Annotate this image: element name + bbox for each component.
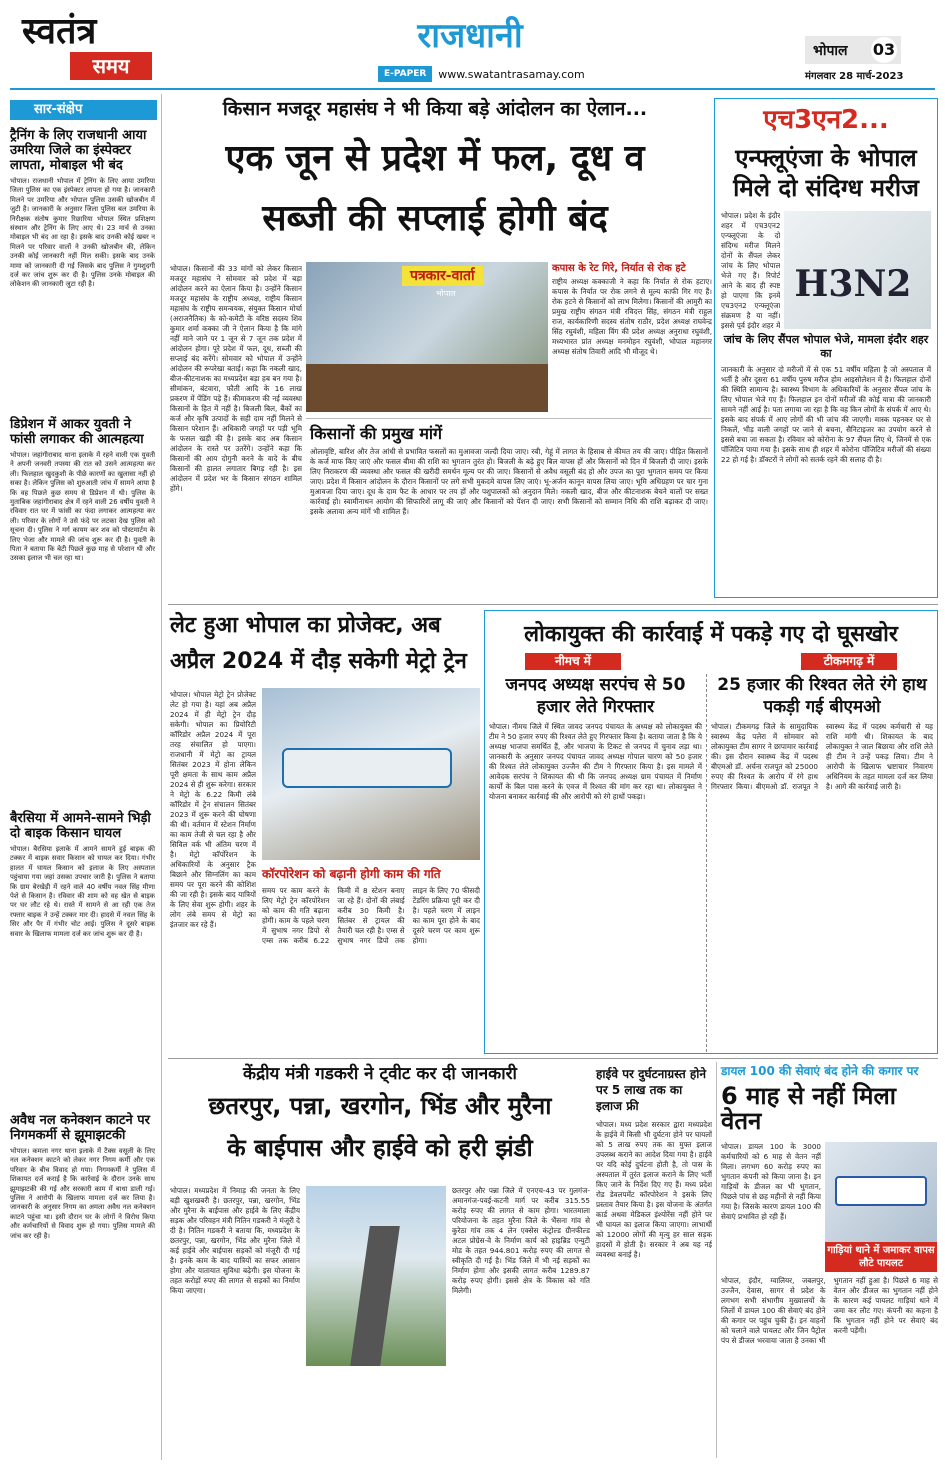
left-text: भोपाल। नीमच जिले में स्थित जावद जनपद पंचायत के अध्यक्ष को लोकायुक्त की टीम ने 50 हजार रुपए की रिश्वत लेते हुए गिरफ्तार किया है। बताया जाता है कि ये अध्यक्ष भाजपा समर्थित हैं, और भाजपा के टिकट से जनपद में चुनाव लड़ा था। जानकारी के अनुसार जनपद पंचायत जावद अध्यक्ष गोपाल चारण को 50 हजार की रिश्वत लेते लोकायुक्त उज्जैन की टीम ने गिरफ्तार किया है। इस मामले में आवेदक सरपंच ने शिकायत की थी कि जनपद अध्यक्ष ग्राम पंचायत में निर्माण कार्यों के बिल पास करने के एवज में रिश्वत की मांग कर रहा था। लोकायुक्त ने योजना बनाकर कार्रवाई की और आरोपी को रंगे हाथों पकड़ा। — [489, 722, 702, 801]
masthead-rule — [10, 88, 935, 90]
lead-headline-2: सब्जी की सप्लाई होगी बंद — [262, 198, 608, 239]
sidebar-item-text: भोपाल। जहांगीराबाद थाना इलाके में रहने वाली एक युवती ने अपनी जनवरी तपस्या की रात को उसने आत्महत्या कर ली। फिलहाल खुदकुशी के पीछे कारणों का खुलासा नहीं हो सका है। लेकिन पुलिस को शुरुआती जांच में सामने आया है कि वह पिछले कुछ समय से डिप्रेशन में थी। पुलिस के मुताबिक जहांगीराबाद क्षेत्र में रहने वाली 26 वर्षीय युवती ने रविवार रात घर में फांसी का फंदा लगाकर आत्महत्या कर ली। परिवार के लोगों ने उसे फंदे पर लटका देख पुलिस को सूचना दी। पुलिस ने मर्ग कायम कर शव को पोस्टमार्टम के लिए भेजा और मामले की जांच शुरू कर दी है। युवती के पिता ने बताया कि बेटी पिछले कुछ माह से परेशान थी और उसका इलाज भी चल रहा था। — [10, 451, 155, 563]
lead-kicker: किसान मजदूर महासंघ ने भी किया बड़े आंदोलन का ऐलान... — [222, 98, 648, 120]
tag-tikamgarh: टीकमगढ़ में — [801, 653, 897, 670]
police-van-shape — [835, 1176, 927, 1206]
highway-kicker: केंद्रीय मंत्री गडकरी ने ट्वीट कर दी जानकारी — [243, 1064, 517, 1084]
cotton-text: राष्ट्रीय अध्यक्ष कक्काजी ने कहा कि निर्यात से रोक हटाए। कपास के निर्यात पर रोक लगने से मूल्य काफी गिर गए हैं। रोक हटने से किसानों को लाभ मिलेगा। किसानों की आमुरी का प्रमुख राष्ट्रीय संगठन मंत्री रविदत्त सिंह, संगठन मंत्री राहुल राज, कार्यकारिणी सदस्य संतोष राठौर, प्रदेश अध्यक्ष राघवेन्द्र सिंह रघुवंशी, महिला विंग की प्रदेश अध्यक्ष अनुराधा रघुवंशी, मध्यभारत प्रांत अध्यक्ष मनमोहन रघुवंशी, भोपाल महानगर अध्यक्ष संतोष तिवारी आदि भी मौजूद थे। — [552, 277, 712, 356]
epaper-label: E-PAPER — [378, 66, 432, 82]
sidebar — [10, 94, 162, 1460]
metro-subbox — [262, 866, 480, 1050]
h3n2-box — [714, 98, 938, 598]
divider — [168, 1058, 938, 1059]
highway-text-left: भोपाल। मध्यप्रदेश में निमाड़ की जनता के लिए बड़ी खुशखबरी है। छतरपुर, पन्ना, खरगोन, भिंड और मुरैना के बाईपास और हाईवे के लिए केंद्रीय सड़क और परिवहन मंत्री नितिन गडकरी ने मंजूरी दे दी है। नितिन गडकरी ने बताया कि, मध्यप्रदेश के छतरपुर, पन्ना, खरगोन, भिंड और मुरैना जिले में कई हाईवे और बाईपास सड़कों को मंजूरी दी गई है। इनके काम के बाद यात्रियों का सफर आसान होगा और यातायात सुविधा बढ़ेगी। इस योजना के तहत करोड़ों रुपए की लागत से सड़कों का निर्माण किया जाएगा। — [170, 1186, 300, 1295]
press-conference-photo — [306, 262, 548, 412]
h3n2-text-top: भोपाल। प्रदेश के इंदौर शहर में एच3एन2 एन्फ्लूएंजा के दो संदिग्ध मरीज मिलने दोनों के सैंपल लेकर जांच के लिए भोपाल भेजे गए हैं। रिपोर्ट आने के बाद ही स्पष्ट हो पाएगा कि इनमें एच3एन2 एन्फ्लूएंजा संक्रमण है या नहीं। इससे पूर्व इंदौर शहर में — [721, 211, 781, 329]
city-label: भोपाल — [813, 42, 848, 59]
road-shape — [350, 1226, 400, 1366]
logo-top: स्वतंत्र — [22, 10, 97, 52]
metro-headline-2: अप्रैल 2024 में दौड़ सकेगी मेट्रो ट्रेन — [170, 649, 467, 674]
tag-neemuch: नीमच में — [525, 653, 621, 670]
sidebar-title: सार-संक्षेप — [10, 100, 157, 120]
highway-headline-2: के बाईपास और हाईवे को हरी झंडी — [227, 1134, 533, 1162]
demands-box — [306, 418, 712, 598]
divider — [168, 604, 938, 605]
demands-title: किसानों की प्रमुख मांगें — [310, 424, 443, 443]
sidebar-item-text: भोपाल। राजधानी भोपाल में ट्रेनिंग के लिए आया उमरिया जिला पुलिस का एक इंस्पेक्टर लापता हो गया है। जानकारी मिलने पर उमरिया और भोपाल पुलिस उसकी खोजबीन में जुटी है। जानकारी के अनुसार जिला पुलिस बल उमरिया के निरीक्षक संतोष कुमार रिछारिया भोपाल स्थित प्रशिक्षण संस्थान और ट्रेनिंग के लिए आए थे। 23 मार्च से उनका मोबाइल भी बंद आ रहा है। इसके बाद उनकी कोई खबर न मिलने पर परिवार वालों ने उनकी खोजबीन की, लेकिन उनकी कोई जानकारी नहीं मिल सकी। इसके बाद उनके मामा को जानकारी दी गई जिसके बाद पुलिस ने गुमशुदगी दर्ज कर जांच शुरू कर दी है। पुलिस उनके मोबाइल की लोकेशन की जानकारी जुटा रही है। — [10, 177, 155, 289]
dial100-photo-wrap — [825, 1142, 937, 1272]
lead-text: भोपाल। किसानों की 33 मांगों को लेकर किसान मजदूर महासंघ ने सोमवार को प्रदेश में बड़ा आंदोलन करने का ऐलान किया है। उन्होंने किसान मजदूर महासंघ के राष्ट्रीय अध्यक्ष, राष्ट्रीय किसान महासंघ के राष्ट्रीय समन्वयक, संयुक्त किसान मोर्चा (अराजनैतिक) के को-कमेटी के वरिष्ठ सदस्य शिव कुमार शर्मा कक्का जी ने ऐलान किया है कि मांगे नहीं माने जाने पर 1 जून से 7 जून तक प्रदेश में आंदोलन होगा। पूरे प्रदेश में फल, दूध, सब्जी की सप्लाई बंद करेंगे। सोमवार को भोपाल में उन्होंने आंदोलन की रूपरेखा बताई। कहा कि नकली खाद, बीज-कीटनाशक का मध्यप्रदेश बड़ा हब बन गया है। सीमांकन, बंटवारा, फौती आदि के 16 लाख प्रकरण में पेंडिंग पड़े हैं। कीमाकरण की नई व्यवस्था किसानों के हित में नहीं है। बिजली बिल, बैंकों का कर्ज और कृषि उत्पादों के सही दाम नहीं मिलने से किसान परेशान हैं। अधिकारी जगहों पर पड़ी भूमि के फसल खड़ी की है। इसके बाद अब किसान आंदोलन के रास्ते पर उतरेंगे। उन्होंने कहा कि किसानों की आय दोगुनी करने के वादे के बीच किसानों की हालत लगातार बिगड़ रही है। इस आंदोलन में प्रदेश भर के किसान संगठन शामिल होंगे। — [170, 264, 302, 493]
highway-photo — [306, 1186, 446, 1366]
page-number: 03 — [871, 37, 897, 63]
hospital-text: भोपाल। मध्य प्रदेश सरकार द्वारा मध्यप्रदेश के हाईवे में किसी भी दुर्घटना होने पर घायलों को 5 लाख रुपए तक का मुफ्त इलाज उपलब्ध कराने का आदेश दिया गया है। हाईवे पर यदि कोई दुर्घटना होती है, तो पास के अस्पताल में तुरंत इलाज कराने के लिए भर्ती किए जाने के निर्देश दिए गए हैं। मध्य प्रदेश रोड डेवलपमेंट कॉरपोरेशन ने इसके लिए प्रस्ताव तैयार किया है। इस योजना के अंतर्गत कार्ड अथवा मेडिकल इंश्योरेंस नहीं होने पर भी घायल का इलाज किया जाएगा। लाभार्थी को 12000 लोगों की मृत्यु हर साल सड़क हादसों में होती है। सरकार ने अब यह नई व्यवस्था बनाई है। — [596, 1120, 712, 1259]
sidebar-item-head: डिप्रेशन में आकर युवती ने फांसी लगाकर की आत्महत्या — [10, 417, 144, 447]
dial100-text-top: भोपाल। डायल 100 के 3000 कर्मचारियों को 6 माह से वेतन नहीं मिला। लगभग 60 करोड़ रुपए का भुगतान कंपनी को किया जाना है। इन गाड़ियों के डीजल का भी भुगतान, पिछले पांच से छह महीनों से नहीं किया गया है। जिसके कारण डायल 100 की सेवाएं प्रभावित हो रही हैं। — [721, 1142, 821, 1222]
h3n2-top-row — [721, 211, 931, 329]
lokayukt-columns — [485, 674, 937, 1052]
sidebar-item-text: भोपाल। बैरसिया इलाके में आमने सामने हुई बाइक की टक्कर में बाइक सवार किसान को घायल कर दिया। गंभीर हालत में घायल किसान को इलाज के लिए अस्पताल पहुंचाया गया जहां उसका उपचार जारी है। पुलिस ने बताया कि ग्राम बेरखेड़ी में रहने वाले 40 वर्षीय नवल सिंह मीणा पेशे से किसान है। रविवार की शाम को वह खेत से बाइक पर घर लौट रहे थे। रास्ते में सामने से आ रही एक तेज रफ्तार बाइक ने उन्हें टक्कर मार दी। हादसे में नवल सिंह के सिर और पैर में गंभीर चोट आई। पुलिस ने दूसरे बाइक सवार के खिलाफ मामला दर्ज कर जांच शुरू कर दी है। — [10, 845, 155, 938]
photo-location: भोपाल — [436, 289, 456, 298]
h3n2-caption: जांच के लिए सैंपल भोपाल भेजे, मामला इंदौर शहर का — [723, 333, 929, 360]
sidebar-item-head: ट्रैनिंग के लिए राजधानी आया उमरिया जिले का इंस्पेक्टर लापता, मोबाइल भी बंद — [10, 128, 147, 173]
metro-train-shape — [282, 748, 452, 788]
highway-headline-1: छतरपुर, पन्ना, खरगोन, भिंड और मुरैना — [208, 1092, 552, 1120]
metro-photo — [262, 688, 480, 860]
lokayukt-tags — [485, 649, 937, 674]
h3n2-photo-label: H3N2 — [794, 263, 912, 305]
dial100-caption: गाड़ियां थाने में जमाकर वापस लौटे पायलट — [825, 1242, 937, 1272]
lokayukt-headline: लोकायुक्त की कार्रवाई में पकड़े गए दो घूसखोर — [524, 622, 898, 647]
right-text: भोपाल। टीकमगढ़ जिले के सामुदायिक स्वास्थ्य केंद्र पलेरा में सोमवार को लोकायुक्त टीम सागर ने छापामार कार्रवाई की। इस दौरान स्वास्थ्य केंद्र में पदस्थ बीएमओ डॉ. अर्चना राजपूत को 25000 रुपए की रिश्वत के आरोप में रंगे हाथ गिरफ्तार किया। बीएमओ डॉ. राजपूत ने स्वास्थ्य केंद्र में पदस्थ कर्मचारी से यह राशि मांगी थी। शिकायत के बाद लोकायुक्त ने जाल बिछाया और राशि लेते ही टीम ने उन्हें पकड़ लिया। टीम ने आरोपी के खिलाफ भ्रष्टाचार निवारण अधिनियम के तहत मामला दर्ज कर लिया है। आगे की कार्रवाई जारी है। — [711, 722, 933, 791]
lokayukt-right — [707, 674, 937, 1052]
metro-sub-text: समय पर काम करने के लिए मेट्रो ट्रेन कॉरपोरेशन को काम की गति बढ़ाना होगी। काम के पहले चरण में सुभाष नगर डिपो से एम्स तक करीब 6.22 किमी में 8 स्टेशन बनाए जा रहे हैं। दोनों की लंबाई करीब 30 किमी है। सितंबर से ट्रायल की तैयारी चल रही है। एम्स से सुभाष नगर डिपो तक लाइन के लिए 70 फीसदी टेंडरिंग प्रक्रिया पूरी कर दी है। पहले चरण में लाइन का काम पूरा होने के बाद दूसरे चरण पर काम शुरू होगा। — [262, 886, 480, 945]
page-badge — [805, 36, 901, 64]
sidebar-item-head: बैरसिया में आमने-सामने भिड़ी दो बाइक किसान घायल — [10, 811, 151, 841]
h3n2-headline: एन्फ्लूएंजा के भोपाल मिले दो संदिग्ध मरीज — [733, 144, 919, 202]
h3n2-text-bottom: जानकारी के अनुसार दो मरीजों में से एक 51 वर्षीय महिला है जो अस्पताल में भर्ती है और दूसरा 61 वर्षीय पुरुष मरीज होम आइसोलेशन में है। फिलहाल दोनों की स्थिति सामान्य है। स्वास्थ्य विभाग के अधिकारियों के अनुसार सैंपल जांच के लिए भोपाल भेजे गए हैं। फिलहाल इन दोनों मरीजों की कोई यात्रा की जानकारी सामने नहीं आई है। पता लगाया जा रहा है कि वह किन लोगों के संपर्क में आए थे। इसके बाद संपर्क में आए लोगों की भी जांच की जाएगी। मास्क पहनकर घर से निकलें, भीड़ वाली जगहों पर जाने से बचना, सैनिटाइजर का उपयोग करने से इससे बचा जा सकता है। रविवार को कोरोना के 97 सैंपल लिए थे, जिनमें से एक पॉजिटिव पाया गया है। इसके साथ ही शहर में कोरोना पॉजिटिव मरीजों की संख्या 22 हो गई है। डॉक्टरों ने लोगों को सतर्क रहने की सलाह दी है। — [721, 365, 931, 464]
masthead-logo[interactable] — [22, 10, 162, 85]
cotton-head: कपास के रेट गिरे, निर्यात से रोक हटे — [552, 263, 686, 274]
h3n2-photo — [784, 211, 931, 329]
hospital-story — [596, 1066, 712, 1458]
metro-text: भोपाल। भोपाल मेट्रो ट्रेन प्रोजेक्ट लेट हो गया है। यहां अब अप्रैल 2024 में ही मेट्रो ट्रेन दौड़ सकेगी। भोपाल का प्रियोरिटी कॉरिडोर अप्रैल 2024 में पूरा तरह संचालित हो पाएगा। राजधानी में मेट्रो का ट्रायल सितंबर 2023 में होना लेकिन पूरी क्षमता के साथ काम अप्रैल 2024 से ही शुरू करेगा। सरकार ने मेट्रो के 6.22 किमी लंबे कॉरिडोर में ट्रेन संचालन सितंबर 2023 में शुरू करने की घोषणा की थी। वर्तमान में स्टेशन निर्माण का काम तेजी से चल रहा है और सिविल वर्क भी अंतिम चरण में है। मेट्रो कॉर्पोरेशन के अधिकारियों के अनुसार ट्रैक बिछाने और सिग्नलिंग का काम समय पर पूरा करने की कोशिश की जा रही है। इसके बाद यात्रियों के लिए सेवा शुरू होगी। शहर के लोग लंबे समय से मेट्रो का इंतजार कर रहे हैं। — [170, 690, 256, 929]
section-title: राजधानी — [417, 16, 523, 56]
demands-text: ओलावृष्टि, बारिश और तेज आंधी से प्रभावित फसलों का मुआवजा जल्दी दिया जाए। रबी, गेहूं में लागत के हिसाब से कीमत तय की जाए। पीड़ित किसानों के कर्ज माफ किए जाएं और फसल बीमा की राशि का भुगतान तुरंत हो। बिजली के बढ़े हुए बिल वापस हों और किसानों को दिन में बिजली दी जाए। इसके लिए निराकरण की व्यवस्था और फसल की खरीदी समर्थन मूल्य पर की जाए। किसानों से अवैध वसूली बंद हो और उपज का पूरा भुगतान समय पर किया जाए। प्रदेश में किसान आंदोलन के दौरान किसानों पर लगे सभी मुकदमे वापस लिए जाएं। भू-अर्जन कानून वापस लिया जाए। भूमि अधिग्रहण पर चार गुना मुआवजा दिया जाए। दूध के दाम फैट के आधार पर तय हों और पशुपालकों को अनुदान मिले। नकली खाद, बीज और कीटनाशक बेचने वालों पर सख्त कार्रवाई हो। स्वामीनाथन आयोग की सिफारिशें लागू की जाएं और किसानों को पेंशन दी जाए। सभी किसानों को सम्मान निधि की राशि बढ़ाकर दी जाए। इसके अलावा अन्य मांगें भी शामिल हैं। — [310, 447, 708, 516]
issue-date: मंगलवार 28 मार्च-2023 — [805, 71, 904, 82]
left-head: जनपद अध्यक्ष सरपंच से 50 हजार लेते गिरफ्तार — [505, 675, 686, 717]
sidebar-item-head: अवैध नल कनेक्शन काटने पर निगमकर्मी से झूमाझटकी — [10, 1113, 150, 1143]
dial100-top-row — [721, 1142, 938, 1272]
dial100-story — [716, 1062, 938, 1458]
cotton-sidebox — [552, 262, 712, 412]
sidebar-item-text: भोपाल। कमला नगर थाना इलाके में टैक्स वसूली के लिए नल कनेक्शन काटने को लेकर नगर निगम कर्मी और एक परिवार के बीच विवाद हो गया। निगमकर्मी ने पुलिस में शिकायत दर्ज कराई है कि कार्रवाई के दौरान उनके साथ झूमाझटकी की गई और सरकारी काम में बाधा डाली गई। पुलिस ने आरोपी के खिलाफ मामला दर्ज कर लिया है। जानकारी के अनुसार निगम का अमला अवैध नल कनेक्शन काटने पहुंचा था। इसी दौरान घर के लोगों ने विरोध किया और कर्मचारियों से विवाद शुरू हो गया। पुलिस मामले की जांच कर रही है। — [10, 1147, 155, 1240]
lokayukt-left — [485, 674, 707, 1052]
highway-text-right: छतरपुर और पन्ना जिले में एनएच-43 पर गुलगंज-अमानगंज-पवई-कटनी मार्ग पर करीब 315.55 करोड़ रुपए की लागत से काम होगा। भारतमाला परियोजना के तहत मुरैना जिले के भैंसना गांव से कुरेठा गांव तक 4 लेन एक्सेस कंट्रोल्ड ग्रीनफील्ड अटल प्रोग्रेस-वे के निर्माण कार्य को हाइब्रिड एन्युटी मोड के तहत 944.801 करोड़ रुपए की लागत से स्वीकृति दी गई है। भिंड जिले में भी नई सड़कों का निर्माण होगा और इसकी लागत करीब 1289.87 करोड़ रुपए होगी। इससे क्षेत्र के विकास को गति मिलेगी। — [452, 1186, 590, 1295]
metro-headline-1: लेट हुआ भोपाल का प्रोजेक्ट, अब — [170, 613, 441, 638]
lead-headline-1: एक जून से प्रदेश में फल, दूध व — [225, 138, 645, 179]
metro-sub-head: कॉरपोरेशन को बढ़ानी होगी काम की गति — [262, 867, 441, 881]
hospital-headline: हाईवे पर दुर्घटनाग्रस्त होने पर 5 लाख तक का इलाज फ्री — [596, 1067, 706, 1113]
table-shape — [306, 364, 548, 412]
h3n2-kicker: एच3एन2... — [763, 105, 889, 135]
logo-bottom: समय — [70, 52, 152, 80]
epaper-bar — [378, 66, 708, 82]
dial100-photo — [825, 1142, 937, 1242]
right-head: 25 हजार की रिश्वत लेते रंगे हाथ पकड़ी गई बीएमओ — [717, 675, 927, 717]
website-link[interactable]: www.swatantrasamay.com — [438, 67, 585, 81]
dial100-headline: 6 माह से नहीं मिला वेतन — [721, 1082, 896, 1136]
lokayukt-box — [484, 610, 938, 1054]
photo-banner: पत्रकार-वार्ता — [402, 266, 483, 286]
dial100-kicker: डायल 100 की सेवाएं बंद होने की कगार पर — [721, 1064, 919, 1078]
dial100-text-bottom: भोपाल, इंदौर, ग्वालियर, जबलपुर, उज्जैन, देवास, सागर से प्रदेश के लगभग सभी संभागीय मुख्यालयों के जिलों में डायल 100 की सेवाएं बंद होने की कगार पर पहुंच चुकी हैं। इन वाहनों को चलाने वाले पायलट और जिन पैट्रोल पंप से डीजल भरवाया जाता है उनका भी भुगतान नहीं हुआ है। पिछले 6 माह से वेतन और डीजल का भुगतान नहीं होने के कारण कई पायलट गाड़ियां थाने में जमा कर लौट गए। कंपनी का कहना है कि भुगतान नहीं होने पर सेवाएं बंद करनी पड़ेंगी। — [721, 1276, 938, 1346]
